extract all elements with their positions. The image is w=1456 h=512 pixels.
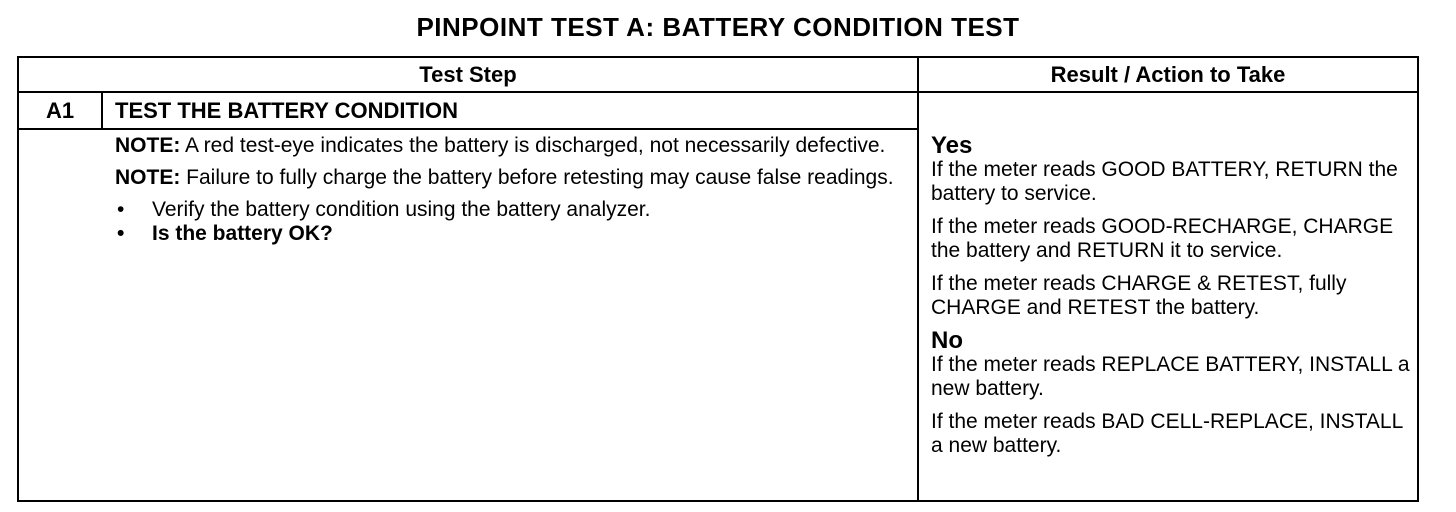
step-body — [115, 134, 895, 246]
note-text: Failure to fully charge the battery before retesting may cause false readings. — [180, 166, 894, 189]
note — [115, 134, 895, 158]
result-yes-action: If the meter reads CHARGE & RETEST, fully CHARGE and RETEST the battery. — [931, 272, 1347, 319]
result-yes-action: If the meter reads GOOD BATTERY, RETURN the battery to service. — [931, 158, 1398, 205]
result-yes-action: If the meter reads GOOD-RECHARGE, CHARGE the battery and RETURN it to service. — [931, 215, 1394, 262]
header-result-action: Result / Action to Take — [1050, 62, 1286, 87]
note — [115, 166, 895, 190]
note-label: NOTE: — [115, 134, 181, 157]
result-cell — [931, 134, 1411, 467]
column-divider — [917, 58, 919, 500]
list-item — [115, 222, 895, 246]
note-label: NOTE: — [115, 166, 181, 189]
bullet-icon: • — [117, 222, 125, 245]
result-no-label: No — [931, 327, 963, 354]
bullet-icon: • — [117, 198, 125, 221]
step-id-divider — [101, 93, 103, 128]
bullet-text: Is the battery OK? — [152, 222, 333, 245]
list-item — [115, 198, 895, 222]
header-test-step: Test Step — [419, 62, 517, 87]
result-no-action: If the meter reads REPLACE BATTERY, INSTALL a new battery. — [931, 353, 1410, 400]
step-title-divider — [19, 128, 917, 130]
page-title: PINPOINT TEST A: BATTERY CONDITION TEST — [416, 12, 1020, 42]
pinpoint-test-table — [17, 56, 1419, 502]
result-no-action: If the meter reads BAD CELL-REPLACE, INSTALL a new battery. — [931, 410, 1403, 457]
step-title: TEST THE BATTERY CONDITION — [115, 98, 459, 123]
step-id: A1 — [45, 98, 75, 123]
result-yes-label: Yes — [931, 132, 973, 159]
bullet-text: Verify the battery condition using the battery analyzer. — [152, 198, 651, 221]
step-bullets — [115, 198, 895, 246]
note-text: A red test-eye indicates the battery is discharged, not necessarily defective. — [180, 134, 886, 157]
